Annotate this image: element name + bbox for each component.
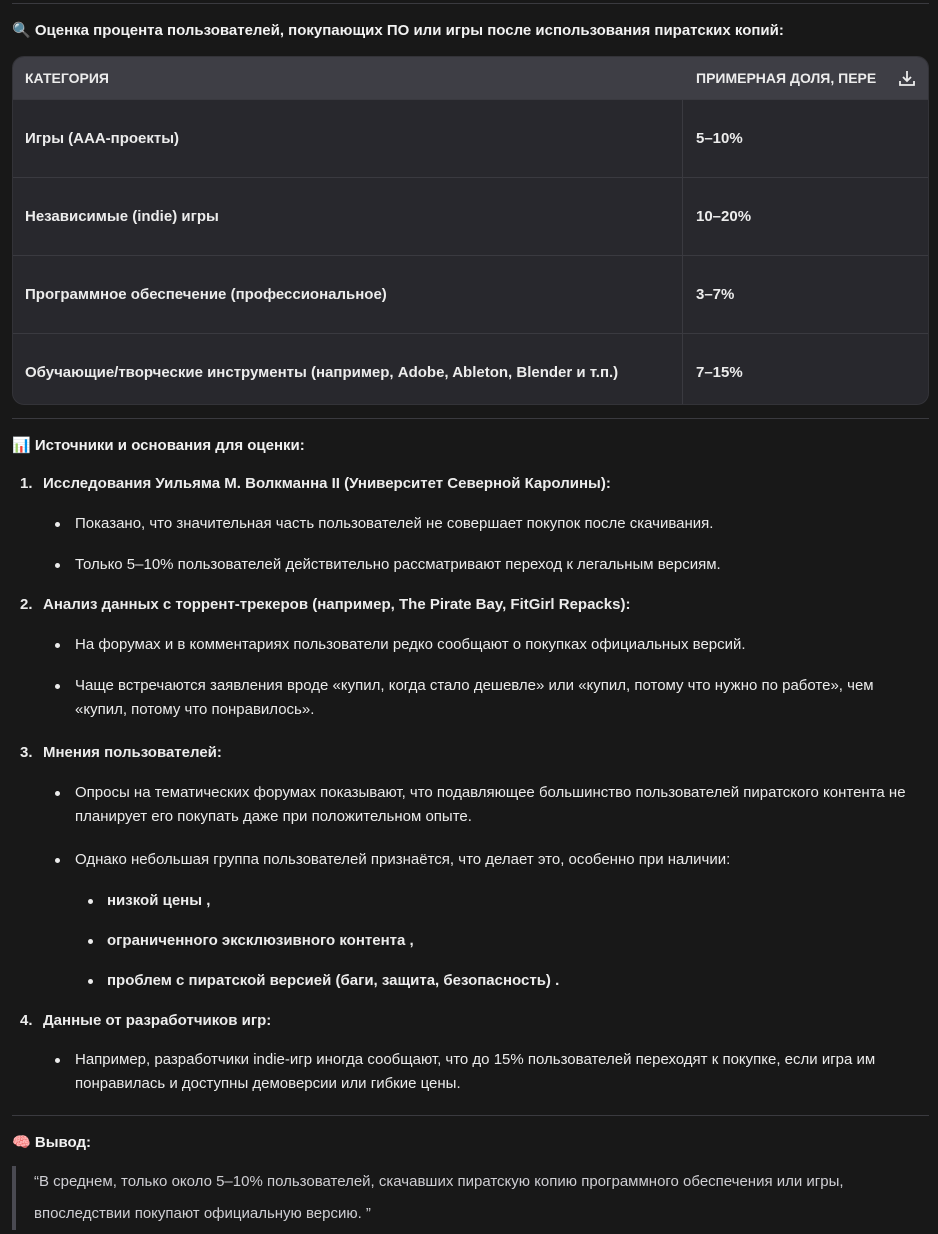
cell-share: 10–20% (696, 208, 752, 225)
brain-icon: 🧠 (12, 1134, 31, 1151)
estimate-table (12, 56, 929, 405)
table-header (13, 57, 928, 99)
list-item: Например, разработчики indie-игр иногда сообщают, что до 15% пользователей переходят к покупке, если игра им понравилась и доступны демоверсии или гибкие цены. (75, 1051, 876, 1092)
sub-list-item: проблем с пиратской версией (баги, защита, безопасность) . (107, 972, 560, 989)
list-item: Показано, что значительная часть пользователей не совершает покупок после скачивания. (75, 515, 714, 532)
list-item-title: Анализ данных с торрент-трекеров (например, The Pirate Bay, FitGirl Repacks): (43, 596, 631, 613)
list-item: Опросы на тематических форумах показывают, что подавляющее большинство пользователей пиратского контента не планирует его покупать даже при положительном опыте. (75, 784, 906, 825)
heading-text: Оценка процента пользователей, покупающих ПО или игры после использования пиратских копий: (34, 22, 784, 39)
conclusion-quote: “В среднем, только около 5–10% пользователей, скачавших пиратскую копию программного обеспечения или игры, впоследствии покупают официальную версию. ” (12, 1166, 929, 1230)
cell-category: Игры (AAA-проекты) (13, 100, 683, 177)
cell-share: 5–10% (696, 130, 743, 147)
list-item: Только 5–10% пользователей действительно рассматривают переход к легальным версиям. (75, 556, 721, 573)
bullet-icon (55, 643, 60, 648)
cell-category: Программное обеспечение (профессиональное) (13, 256, 683, 333)
section-heading-sources (12, 436, 305, 454)
list-number: 1. (20, 475, 33, 492)
list-number: 4. (20, 1012, 33, 1029)
list-item-title: Исследования Уильяма М. Волкманна II (Университет Северной Каролины): (43, 475, 611, 492)
list-number: 3. (20, 744, 33, 761)
magnifier-icon: 🔍 (12, 22, 31, 39)
divider (12, 418, 929, 419)
heading-text: Источники и основания для оценки: (34, 437, 305, 454)
section-heading-estimate (12, 21, 784, 39)
bullet-icon (55, 791, 60, 796)
bullet-icon (55, 563, 60, 568)
bullet-icon (88, 939, 93, 944)
list-item-title: Данные от разработчиков игр: (43, 1012, 272, 1029)
bullet-icon (88, 899, 93, 904)
section-heading-conclusion (12, 1133, 91, 1151)
divider (12, 3, 929, 4)
table-row (13, 99, 928, 177)
list-item: Чаще встречаются заявления вроде «купил, когда стало дешевле» или «купил, потому что нужно по работе», чем «купил, потому что понравилось». (75, 677, 874, 718)
list-number: 2. (20, 596, 33, 613)
table-row (13, 255, 928, 333)
column-header-category: КАТЕГОРИЯ (25, 70, 109, 86)
table-row (13, 177, 928, 255)
bullet-icon (88, 979, 93, 984)
sub-list-item: низкой цены , (107, 892, 211, 909)
heading-text: Вывод: (34, 1134, 92, 1151)
bullet-icon (55, 858, 60, 863)
sub-list-item: ограниченного эксклюзивного контента , (107, 932, 414, 949)
divider (12, 1115, 929, 1116)
list-item: На форумах и в комментариях пользователи редко сообщают о покупках официальных версий. (75, 636, 746, 653)
chart-icon: 📊 (12, 437, 31, 454)
cell-share: 3–7% (696, 286, 735, 303)
bullet-icon (55, 684, 60, 689)
cell-share: 7–15% (696, 364, 743, 381)
cell-category: Обучающие/творческие инструменты (например, Adobe, Ableton, Blender и т.п.) (13, 334, 683, 405)
column-header-share: ПРИМЕРНАЯ ДОЛЯ, ПЕРЕ (696, 70, 877, 86)
list-item: Однако небольшая группа пользователей признаётся, что делает это, особенно при наличии: (75, 851, 731, 868)
bullet-icon (55, 1058, 60, 1063)
cell-category: Независимые (indie) игры (13, 178, 683, 255)
list-item-title: Мнения пользователей: (43, 744, 222, 761)
table-row (13, 333, 928, 405)
bullet-icon (55, 522, 60, 527)
download-icon[interactable] (898, 69, 916, 87)
